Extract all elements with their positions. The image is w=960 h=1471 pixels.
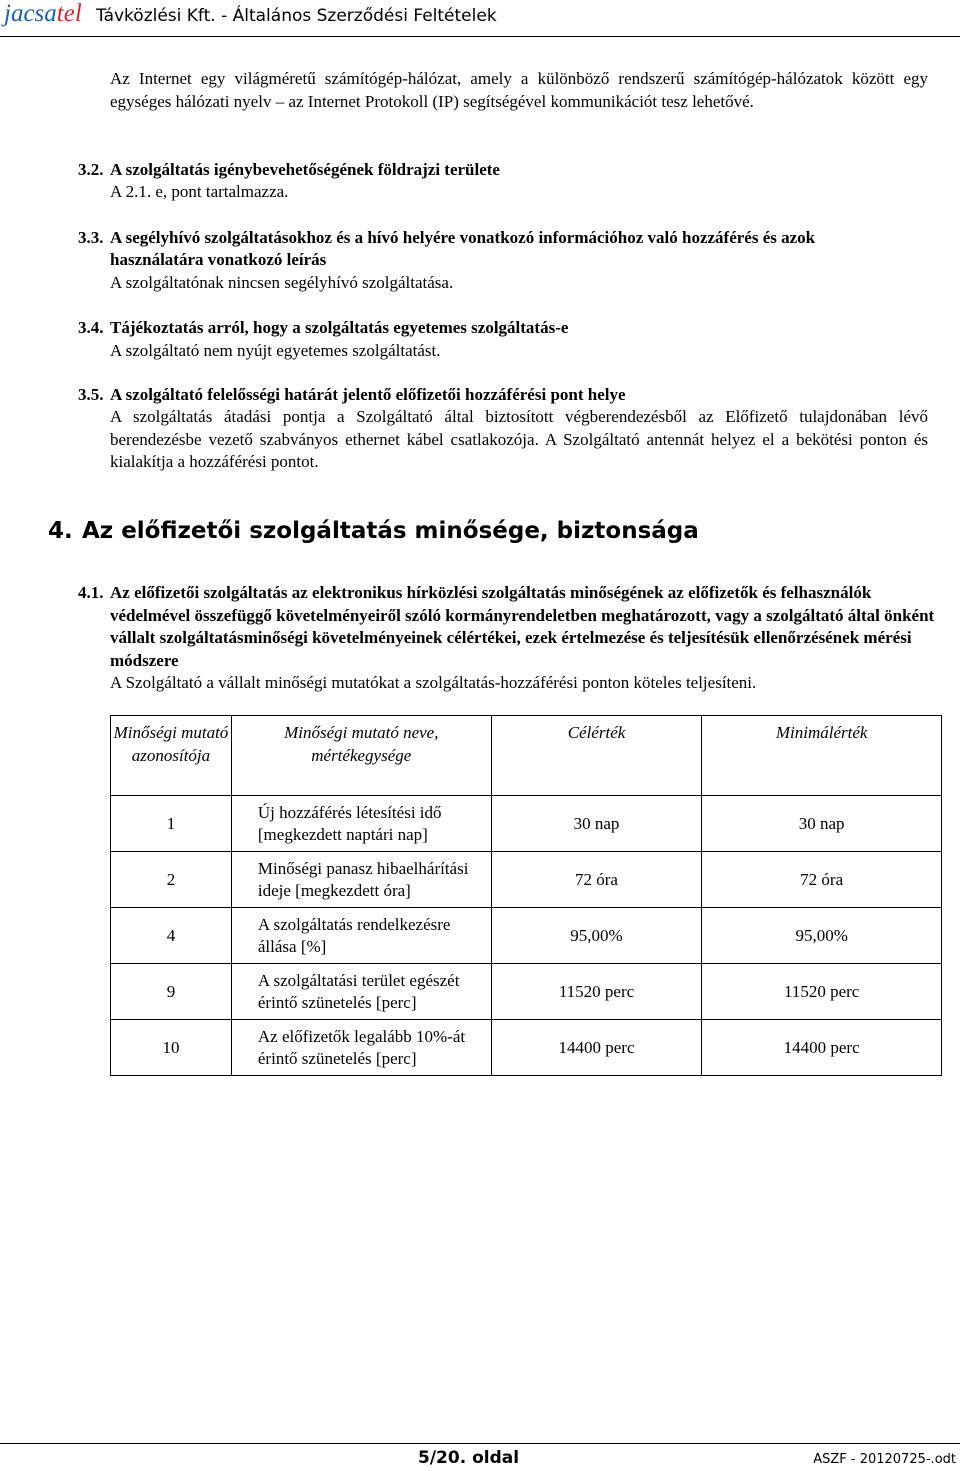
section-3-5-text: A szolgáltatás átadási pontja a Szolgáltató által biztosított végberendezésből az Előfizető tulajdonában lévő berendezésbe vezető szabványos ethernet kábel csatlakozója. A Szolgáltató antennát helyez el a bekötési ponton és kialakítja a hozzáférési pontot. bbox=[110, 407, 928, 471]
column-header: Minőségi mutató azonosítója bbox=[111, 716, 232, 796]
target-value: 72 óra bbox=[491, 852, 702, 908]
section-3-2-heading: 3.2. A szolgáltatás igénybevehetőségének földrajzi területe bbox=[78, 160, 500, 179]
target-value: 14400 perc bbox=[491, 1020, 702, 1076]
indicator-id: 2 bbox=[111, 852, 232, 908]
target-value: 11520 perc bbox=[491, 964, 702, 1020]
column-header: Minimálérték bbox=[702, 716, 942, 796]
section-3-3-text: A szolgáltatónak nincsen segélyhívó szolgáltatása. bbox=[110, 273, 454, 292]
section-3-3-heading: 3.3. A segélyhívó szolgáltatásokhoz és a hívó helyére vonatkozó információhoz való hozzáférés és azok bbox=[78, 228, 816, 247]
footer-divider bbox=[0, 1443, 960, 1444]
header-title: Távközlési Kft. - Általános Szerződési Feltételek bbox=[96, 6, 497, 26]
section-3-4-text: A szolgáltató nem nyújt egyetemes szolgáltatást. bbox=[110, 341, 441, 360]
column-header: Célérték bbox=[491, 716, 702, 796]
minimum-value: 14400 perc bbox=[702, 1020, 942, 1076]
table-row bbox=[111, 964, 942, 1020]
indicator-id: 4 bbox=[111, 908, 232, 964]
section-3-3-heading-cont: használatára vonatkozó leírás bbox=[110, 250, 327, 269]
table-row bbox=[111, 852, 942, 908]
page-number: 5/20. oldal bbox=[418, 1448, 520, 1468]
minimum-value: 95,00% bbox=[702, 908, 942, 964]
indicator-id: 9 bbox=[111, 964, 232, 1020]
indicator-id: 10 bbox=[111, 1020, 232, 1076]
table-row bbox=[111, 908, 942, 964]
minimum-value: 11520 perc bbox=[702, 964, 942, 1020]
page-header bbox=[0, 0, 960, 38]
table-row bbox=[111, 796, 942, 852]
section-3-2-text: A 2.1. e, pont tartalmazza. bbox=[110, 182, 289, 201]
indicator-id: 1 bbox=[111, 796, 232, 852]
column-header: Minőségi mutató neve, mértékegysége bbox=[231, 716, 491, 796]
section-3-4-heading: 3.4. Tájékoztatás arról, hogy a szolgáltatás egyetemes szolgáltatás-e bbox=[78, 318, 569, 337]
table-header-row bbox=[111, 716, 942, 796]
section-4-1-text: A Szolgáltató a vállalt minőségi mutatókat a szolgáltatás-hozzáférési ponton köteles teljesíteni. bbox=[110, 673, 757, 692]
document-id: ASZF - 20120725-.odt bbox=[813, 1452, 956, 1467]
company-logo: jacsatel bbox=[4, 0, 82, 27]
table-row bbox=[111, 1020, 942, 1076]
intro-paragraph: Az Internet egy világméretű számítógép-hálózat, amely a különböző rendszerű számítógép-hálózatok között egy egységes hálózati nyelv – az Internet Protokoll (IP) segítségével kommunikációt tesz lehetővé. bbox=[110, 69, 928, 111]
section-4-1-heading: 4.1. Az előfizetői szolgáltatás az elektronikus hírközlési szolgáltatás minőségének az előfizetők és felhasználók védelmével összefüggő követelményeiről szóló kormányrendeletben meghatározott, vagy a szolgáltató által önként vállalt szolgáltatásminőségi követelményeinek célértékei, ezek értelmezése és teljesítésük ellenőrzésének mérési módszere bbox=[78, 583, 935, 670]
quality-indicators-table bbox=[110, 715, 942, 1076]
indicator-name: Az előfizetők legalább 10%-át érintő szünetelés [perc] bbox=[231, 1020, 491, 1076]
target-value: 30 nap bbox=[491, 796, 702, 852]
minimum-value: 30 nap bbox=[702, 796, 942, 852]
minimum-value: 72 óra bbox=[702, 852, 942, 908]
section-4-heading: 4. Az előfizetői szolgáltatás minősége, biztonsága bbox=[48, 518, 699, 544]
indicator-name: Új hozzáférés létesítési idő [megkezdett naptári nap] bbox=[231, 796, 491, 852]
indicator-name: A szolgáltatás rendelkezésre állása [%] bbox=[231, 908, 491, 964]
header-divider bbox=[0, 36, 960, 37]
indicator-name: A szolgáltatási terület egészét érintő szünetelés [perc] bbox=[231, 964, 491, 1020]
target-value: 95,00% bbox=[491, 908, 702, 964]
section-3-5-heading: 3.5. A szolgáltató felelősségi határát jelentő előfizetői hozzáférési pont helye bbox=[78, 385, 626, 404]
indicator-name: Minőségi panasz hibaelhárítási ideje [megkezdett óra] bbox=[231, 852, 491, 908]
